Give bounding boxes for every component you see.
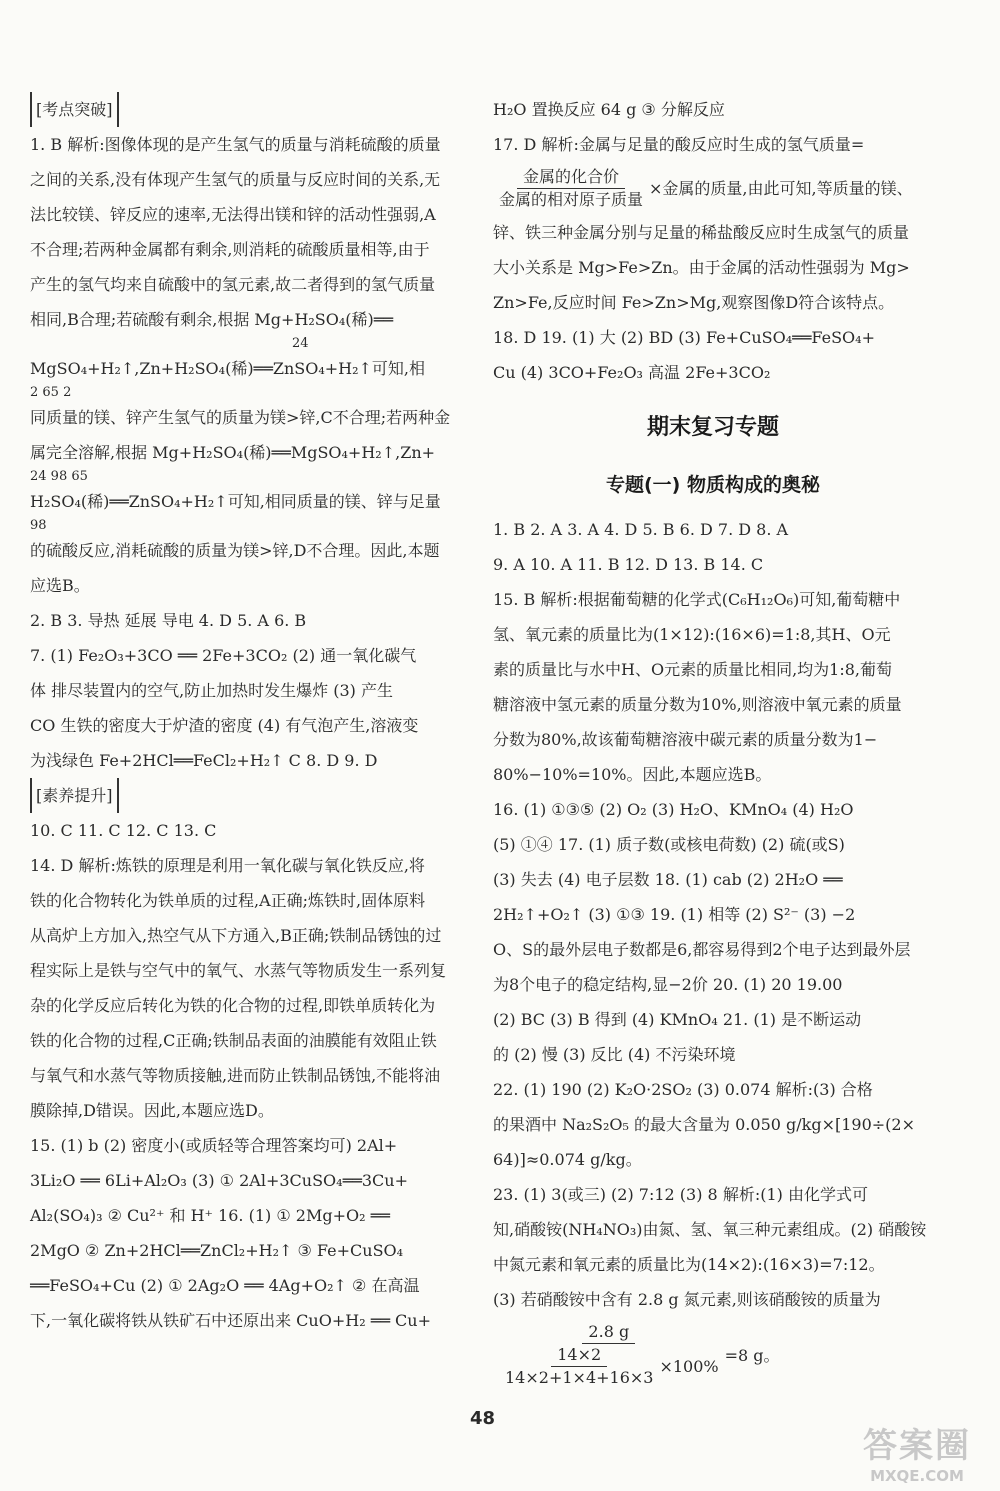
text-line: (3) 若硝酸铵中含有 2.8 g 氮元素,则该硝酸铵的质量为 <box>493 1290 881 1309</box>
text-line: 17. D 解析:金属与足量的酸反应时生成的氢气质量= <box>493 135 865 154</box>
section-label: [考点突破] <box>30 92 119 127</box>
text-line: 2. B 3. 导热 延展 导电 4. D 5. A 6. B <box>30 611 307 630</box>
fraction-tail: ×100% <box>659 1356 719 1376</box>
text-line: 应选B。 <box>30 576 90 595</box>
text-line: Cu (4) 3CO+Fe₂O₃ 高温 2Fe+3CO₂ <box>493 363 771 382</box>
text-line: 9. A 10. A 11. B 12. D 13. B 14. C <box>493 555 764 574</box>
text-line: 之间的关系,没有体现产生氢气的质量与反应时间的关系,无 <box>30 170 441 189</box>
text-line: 为浅绿色 Fe+2HCl══FeCl₂+H₂↑ C 8. D 9. D <box>30 751 378 770</box>
right-column <box>493 92 933 1393</box>
text-line: CO 生铁的密度大于炉渣的密度 (4) 有气泡产生,溶液变 <box>30 716 419 735</box>
text-line: 素的质量比与水中H、O元素的质量比相同,均为1:8,葡萄 <box>493 660 892 679</box>
fraction-inner <box>499 1344 659 1389</box>
subscript-note: 24 98 65 <box>30 469 88 484</box>
text-line: (3) 失去 (4) 电子层数 18. (1) cab (2) 2H₂O ══ <box>493 870 843 889</box>
fraction-denominator <box>493 1344 725 1389</box>
text-line: 杂的化学反应后转化为铁的化合物的过程,即铁单质转化为 <box>30 996 436 1015</box>
text-line: Zn>Fe,反应时间 Fe>Zn>Mg,观察图像D符合该特点。 <box>493 293 895 312</box>
text-line: 同质量的镁、锌产生氢气的质量为镁>锌,C不合理;若两种金 <box>30 408 451 427</box>
text-line: 16. (1) ①③⑤ (2) O₂ (3) H₂O、KMnO₄ (4) H₂O <box>493 800 854 819</box>
text-line: 不合理;若两种金属都有剩余,则消耗的硫酸质量相等,由于 <box>30 240 430 259</box>
text-line: O、S的最外层电子数都是6,都容易得到2个电子达到最外层 <box>493 940 911 959</box>
text-line: 的硫酸反应,消耗硫酸的质量为镁>锌,D不合理。因此,本题 <box>30 541 440 560</box>
text-line: 14. D 解析:炼铁的原理是利用一氧化碳与氧化铁反应,将 <box>30 856 425 875</box>
text-line: 为8个电子的稳定结构,显−2价 20. (1) 20 19.00 <box>493 975 843 994</box>
text-line: 从高炉上方加入,热空气从下方通入,B正确;铁制品锈蚀的过 <box>30 926 442 945</box>
fraction-numerator: 2.8 g <box>582 1321 635 1344</box>
text-line: 64)]≈0.074 g/kg。 <box>493 1150 642 1169</box>
fraction-numerator: 14×2 <box>551 1344 607 1367</box>
section-label-row <box>30 778 470 813</box>
text-line: 23. (1) 3(或三) (2) 7:12 (3) 8 解析:(1) 由化学式可 <box>493 1185 868 1204</box>
text-line: ══FeSO₄+Cu (2) ① 2Ag₂O ══ 4Ag+O₂↑ ② 在高温 <box>30 1276 420 1295</box>
text-line: 2MgO ② Zn+2HCl══ZnCl₂+H₂↑ ③ Fe+CuSO₄ <box>30 1241 404 1260</box>
fraction-tail: ×金属的质量,由此可知,等质量的镁、 <box>649 179 913 198</box>
text-line: 程实际上是铁与空气中的氧气、水蒸气等物质发生一系列复 <box>30 961 447 980</box>
text-line: 2H₂↑+O₂↑ (3) ①③ 19. (1) 相等 (2) S²⁻ (3) −2 <box>493 905 856 924</box>
text-line: (2) BC (3) B 得到 (4) KMnO₄ 21. (1) 是不断运动 <box>493 1010 862 1029</box>
fraction <box>493 166 649 211</box>
text-line: MgSO₄+H₂↑,Zn+H₂SO₄(稀)══ZnSO₄+H₂↑可知,相 <box>30 359 426 378</box>
fraction-outer <box>493 1321 725 1389</box>
watermark-logo: 答案圈 <box>863 1426 971 1466</box>
text-line: 中氮元素和氧元素的质量比为(14×2):(16×3)=7:12。 <box>493 1255 885 1274</box>
text-line: H₂SO₄(稀)══ZnSO₄+H₂↑可知,相同质量的镁、锌与足量 <box>30 492 441 511</box>
fraction-23 <box>493 1321 933 1389</box>
fraction-tail: =8 g。 <box>724 1345 780 1365</box>
text-line: 相同,B合理;若硫酸有剩余,根据 Mg+H₂SO₄(稀)══ <box>30 310 394 329</box>
text-line: 3Li₂O ══ 6Li+Al₂O₃ (3) ① 2Al+3CuSO₄══3Cu+ <box>30 1171 408 1190</box>
text-line: 7. (1) Fe₂O₃+3CO ══ 2Fe+3CO₂ (2) 通一氧化碳气 <box>30 646 417 665</box>
text-line: 与氧气和水蒸气等物质接触,进而防止铁制品锈蚀,不能将油 <box>30 1066 441 1085</box>
page-number: 48 <box>470 1408 496 1429</box>
section-label: [素养提升] <box>30 778 119 813</box>
text-line: 18. D 19. (1) 大 (2) BD (3) Fe+CuSO₄══FeSO₄+ <box>493 328 875 347</box>
text-line: 大小关系是 Mg>Fe>Zn。由于金属的活动性强弱为 Mg> <box>493 258 910 277</box>
text-line: 锌、铁三种金属分别与足量的稀盐酸反应时生成氢气的质量 <box>493 223 910 242</box>
text-line: 10. C 11. C 12. C 13. C <box>30 821 217 840</box>
text-line: 80%−10%=10%。因此,本题应选B。 <box>493 765 772 784</box>
text-line: 属完全溶解,根据 Mg+H₂SO₄(稀)══MgSO₄+H₂↑,Zn+ <box>30 443 436 462</box>
text-line: 15. B 解析:根据葡萄糖的化学式(C₆H₁₂O₆)可知,葡萄糖中 <box>493 590 901 609</box>
text-line: 知,硝酸铵(NH₄NO₃)由氮、氢、氧三种元素组成。(2) 硝酸铵 <box>493 1220 927 1239</box>
text-line: 法比较镁、锌反应的速率,无法得出镁和锌的活动性强弱,A <box>30 205 436 224</box>
fraction-denominator: 14×2+1×4+16×3 <box>505 1368 654 1387</box>
text-line: 体 排尽装置内的空气,防止加热时发生爆炸 (3) 产生 <box>30 681 394 700</box>
subscript-note: 98 <box>30 518 47 533</box>
text-line: 分数为80%,故该葡萄糖溶液中碳元素的质量分数为1− <box>493 730 878 749</box>
topic-title: 专题(一) 物质构成的奥秘 <box>606 474 820 496</box>
text-line: 的果酒中 Na₂S₂O₅ 的最大含量为 0.050 g/kg×[190÷(2× <box>493 1115 916 1134</box>
subscript-note: 24 <box>292 336 309 351</box>
section-title: 期末复习专题 <box>646 415 779 440</box>
text-line: 22. (1) 190 (2) K₂O·2SO₂ (3) 0.074 解析:(3) 合格 <box>493 1080 873 1099</box>
text-line: (5) ①④ 17. (1) 质子数(或核电荷数) (2) 硫(或S) <box>493 835 845 854</box>
text-line: 15. (1) b (2) 密度小(或质轻等合理答案均可) 2Al+ <box>30 1136 398 1155</box>
subscript-note: 2 65 2 <box>30 385 72 400</box>
text-line: Al₂(SO₄)₃ ② Cu²⁺ 和 H⁺ 16. (1) ① 2Mg+O₂ ══ <box>30 1206 390 1225</box>
fraction-denominator: 金属的相对原子质量 <box>499 190 644 209</box>
text-line: 铁的化合物转化为铁单质的过程,A正确;炼铁时,固体原料 <box>30 891 426 910</box>
text-line: H₂O 置换反应 64 g ③ 分解反应 <box>493 100 725 119</box>
watermark-url: MXQE.COM <box>870 1467 964 1485</box>
text-line: 的 (2) 慢 (3) 反比 (4) 不污染环境 <box>493 1045 736 1064</box>
text-line: 1. B 解析:图像体现的是产生氢气的质量与消耗硫酸的质量 <box>30 135 441 154</box>
section-label-row <box>30 92 470 127</box>
text-line: 下,一氧化碳将铁从铁矿石中还原出来 CuO+H₂ ══ Cu+ <box>30 1311 432 1330</box>
fraction-numerator: 金属的化合价 <box>517 166 625 189</box>
text-line: 铁的化合物的过程,C正确;铁制品表面的油膜能有效阻止铁 <box>30 1031 437 1050</box>
text-line: 1. B 2. A 3. A 4. D 5. B 6. D 7. D 8. A <box>493 520 789 539</box>
fraction-17 <box>493 166 933 211</box>
text-line: 糖溶液中氢元素的质量分数为10%,则溶液中氧元素的质量 <box>493 695 902 714</box>
text-line: 产生的氢气均来自硫酸中的氢元素,故二者得到的氢气质量 <box>30 275 436 294</box>
text-line: 氢、氧元素的质量比为(1×12):(16×6)=1:8,其H、O元 <box>493 625 891 644</box>
watermark <box>842 1418 992 1485</box>
text-line: 膜除掉,D错误。因此,本题应选D。 <box>30 1101 274 1120</box>
left-column <box>30 92 470 1338</box>
